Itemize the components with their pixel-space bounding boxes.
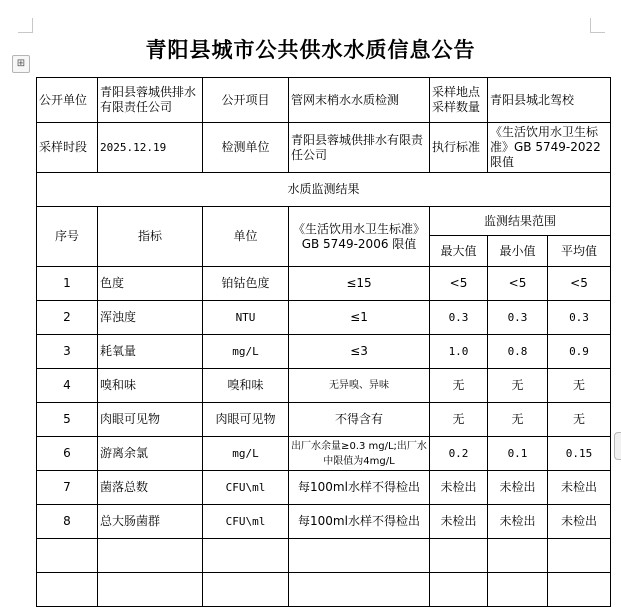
cell-min: 0.1 bbox=[488, 437, 548, 471]
cell-no: 5 bbox=[37, 403, 98, 437]
document-title: 青阳县城市公共供水水质信息公告 bbox=[145, 38, 476, 62]
publisher-value: 青阳县蓉城供排水有限责任公司 bbox=[98, 78, 203, 123]
cell-no: 2 bbox=[37, 301, 98, 335]
item-label: 公开项目 bbox=[203, 78, 289, 123]
cell-indicator: 浑浊度 bbox=[98, 301, 203, 335]
cell-max: 0.3 bbox=[430, 301, 488, 335]
cell-max: 未检出 bbox=[430, 471, 488, 505]
cell-limit: ≤15 bbox=[289, 267, 430, 301]
page-corner-mark bbox=[18, 18, 33, 33]
cell-unit: 嗅和味 bbox=[203, 369, 289, 403]
cell-min: 0.8 bbox=[488, 335, 548, 369]
empty-row bbox=[37, 573, 611, 607]
header-unit: 单位 bbox=[203, 207, 289, 267]
cell-unit: mg/L bbox=[203, 437, 289, 471]
cell-indicator: 色度 bbox=[98, 267, 203, 301]
cell-unit: NTU bbox=[203, 301, 289, 335]
standard-label: 执行标准 bbox=[430, 123, 488, 173]
cell-no: 3 bbox=[37, 335, 98, 369]
standard-value: 《生活饮用水卫生标准》GB 5749-2022 限值 bbox=[488, 123, 611, 173]
cell-avg: 无 bbox=[548, 369, 611, 403]
cell-indicator: 肉眼可见物 bbox=[98, 403, 203, 437]
section-title: 水质监测结果 bbox=[37, 173, 611, 207]
cell-avg: <5 bbox=[548, 267, 611, 301]
table-row bbox=[37, 471, 611, 505]
cell-unit: CFU\ml bbox=[203, 505, 289, 539]
cell-no: 8 bbox=[37, 505, 98, 539]
cell-min: 无 bbox=[488, 403, 548, 437]
lab-value: 青阳县蓉城供排水有限责任公司 bbox=[289, 123, 430, 173]
cell-min: 0.3 bbox=[488, 301, 548, 335]
item-value: 管网末梢水水质检测 bbox=[289, 78, 430, 123]
table-row bbox=[37, 267, 611, 301]
cell-avg: 0.15 bbox=[548, 437, 611, 471]
cell-indicator: 游离余氯 bbox=[98, 437, 203, 471]
page-corner-mark bbox=[590, 18, 605, 33]
period-label: 采样时段 bbox=[37, 123, 98, 173]
cell-limit: ≤3 bbox=[289, 335, 430, 369]
cell-no: 6 bbox=[37, 437, 98, 471]
header-avg: 平均值 bbox=[548, 236, 611, 267]
cell-max: 未检出 bbox=[430, 505, 488, 539]
cell-limit: 不得含有 bbox=[289, 403, 430, 437]
cell-unit: 铂钴色度 bbox=[203, 267, 289, 301]
cell-min: 无 bbox=[488, 369, 548, 403]
publisher-label: 公开单位 bbox=[37, 78, 98, 123]
cell-avg: 无 bbox=[548, 403, 611, 437]
header-min: 最小值 bbox=[488, 236, 548, 267]
cell-limit: ≤1 bbox=[289, 301, 430, 335]
table-row bbox=[37, 369, 611, 403]
cell-avg: 未检出 bbox=[548, 505, 611, 539]
table-row bbox=[37, 505, 611, 539]
cell-max: 1.0 bbox=[430, 335, 488, 369]
cell-unit: mg/L bbox=[203, 335, 289, 369]
period-value: 2025.12.19 bbox=[98, 123, 203, 173]
cell-unit: 肉眼可见物 bbox=[203, 403, 289, 437]
location-label: 采样地点采样数量 bbox=[430, 78, 488, 123]
cell-no: 1 bbox=[37, 267, 98, 301]
cell-min: 未检出 bbox=[488, 505, 548, 539]
table-row bbox=[37, 403, 611, 437]
header-limit: 《生活饮用水卫生标准》GB 5749-2006 限值 bbox=[289, 207, 430, 267]
header-no: 序号 bbox=[37, 207, 98, 267]
cell-limit: 每100ml水样不得检出 bbox=[289, 505, 430, 539]
cell-indicator: 嗅和味 bbox=[98, 369, 203, 403]
cell-max: 无 bbox=[430, 403, 488, 437]
header-range: 监测结果范围 bbox=[430, 207, 611, 236]
location-value: 青阳县城北驾校 bbox=[488, 78, 611, 123]
cell-limit: 每100ml水样不得检出 bbox=[289, 471, 430, 505]
scroll-tab[interactable] bbox=[614, 432, 621, 460]
cell-limit: 无异嗅、异味 bbox=[289, 369, 430, 403]
cell-no: 4 bbox=[37, 369, 98, 403]
lab-label: 检测单位 bbox=[203, 123, 289, 173]
table-row bbox=[37, 335, 611, 369]
cell-unit: CFU\ml bbox=[203, 471, 289, 505]
table-move-handle[interactable]: ⊞ bbox=[12, 55, 30, 73]
cell-min: <5 bbox=[488, 267, 548, 301]
cell-limit: 出厂水余量≥0.3 mg/L;出厂水中限值为4mg/L bbox=[289, 437, 430, 471]
cell-avg: 0.3 bbox=[548, 301, 611, 335]
cell-no: 7 bbox=[37, 471, 98, 505]
cell-indicator: 菌落总数 bbox=[98, 471, 203, 505]
header-indicator: 指标 bbox=[98, 207, 203, 267]
cell-indicator: 总大肠菌群 bbox=[98, 505, 203, 539]
cell-max: 无 bbox=[430, 369, 488, 403]
header-max: 最大值 bbox=[430, 236, 488, 267]
cell-min: 未检出 bbox=[488, 471, 548, 505]
table-row bbox=[37, 301, 611, 335]
empty-row bbox=[37, 539, 611, 573]
water-quality-table bbox=[36, 77, 611, 607]
cell-avg: 0.9 bbox=[548, 335, 611, 369]
table-row bbox=[37, 437, 611, 471]
cell-max: 0.2 bbox=[430, 437, 488, 471]
cell-avg: 未检出 bbox=[548, 471, 611, 505]
cell-max: <5 bbox=[430, 267, 488, 301]
cell-indicator: 耗氧量 bbox=[98, 335, 203, 369]
